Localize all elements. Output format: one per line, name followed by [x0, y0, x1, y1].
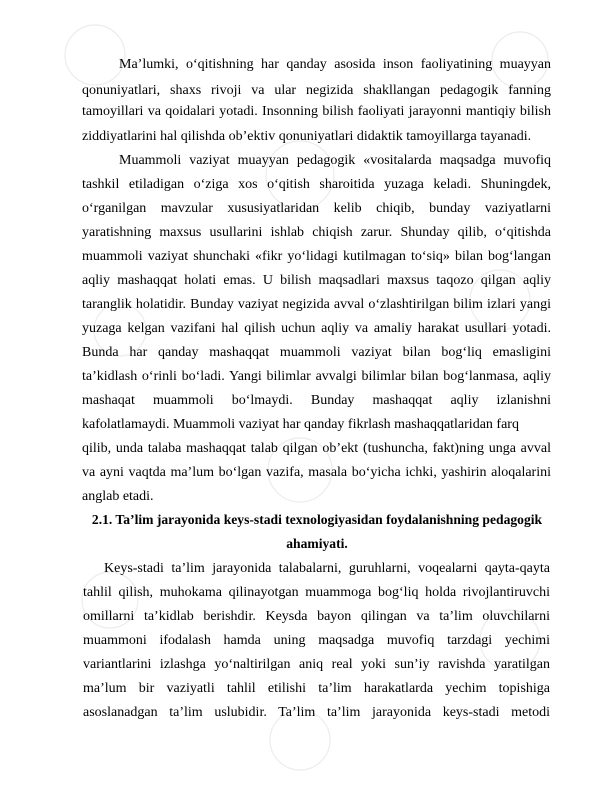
paragraph-3-line-1: Keys-stadi ta’lim jarayonida talabalarni, guruhlarni, voqealarni qayta-qayta [104, 561, 550, 576]
paragraph-2-line-12: kafolatlamaydi. Muammoli vaziyat har qanday fikrlash mashaqqatlaridan farq [82, 417, 519, 432]
paragraph-1-line-3: tamoyillari va qoidalari yotadi. Insonning bilish faoliyati jarayonni mantiqiy bilish [82, 104, 551, 119]
paragraph-2-line-10: ta’kidlash o‘rinli bo‘ladi. Yangi bilimlar avvalgi bilimlar bilan bog‘lanmasa, aqliy [82, 369, 551, 384]
section-heading-line-1: 2.1. Ta’lim jarayonida keys-stadi texnologiyasidan foydalanishning pedagogik [91, 512, 543, 527]
paragraph-3-line-5: variantlarini izlashga yo‘naltirilgan aniq real yoki sun’iy ravishda yaratilgan [83, 657, 550, 672]
paragraph-2-line-2: tashkil etiladigan o‘ziga xos o‘qitish sharoitida yuzaga keladi. Shuningdek, [82, 177, 551, 192]
paragraph-3-line-6: ma’lum bir vaziyatli tahlil etilishi ta’lim harakatlarda yechim topishiga [83, 681, 550, 696]
paragraph-2-line-13: qilib, unda talaba mashaqqat talab qilgan ob’ekt (tushuncha, fakt)ning unga avval [82, 441, 551, 456]
paragraph-3-line-4: muammoni ifodalash hamda uning maqsadga muvofiq tarzdagi yechimi [83, 633, 550, 648]
paragraph-2-line-8: yuzaga kelgan vazifani hal qilish uchun aqliy va amaliy harakat usullari yotadi. [82, 321, 551, 336]
paragraph-1-line-4: ziddiyatlarini hal qilishda ob’ektiv qonuniyatlari didaktik tamoyillarga tayanadi. [82, 129, 532, 144]
paragraph-2-line-5: muammoli vaziyat shunchaki «fikr yo‘lidagi kutilmagan to‘siq» bilan bog‘langan [82, 249, 551, 264]
paragraph-2-line-11: mashaqat muammoli bo‘lmaydi. Bunday mashaqqat aqliy izlanishni [82, 393, 551, 408]
paragraph-1-line-1: Ma’lumki, o‘qitishning har qanday asosida inson faoliyatining muayyan [119, 57, 551, 72]
paragraph-2-line-9: Bunda har qanday mashaqqat muammoli vaziyat bilan bog‘liq emasligini [82, 345, 551, 360]
paragraph-1-line-2: qonuniyatlari, shaxs rivoji va ular negizida shakllangan pedagogik fanning [82, 83, 551, 98]
paragraph-2-line-4: yaratishning maxsus usullarini ishlab chiqish zarur. Shunday qilib, o‘qitishda [82, 225, 551, 240]
paragraph-2-line-3: o‘rganilgan mavzular xususiyatlaridan kelib chiqib, bunday vaziyatlarni [82, 201, 551, 216]
paragraph-2-line-14: va ayni vaqtda ma’lum bo‘lgan vazifa, masala bo‘yicha ichki, yashirin aloqalarini [82, 465, 551, 480]
paragraph-2-line-6: aqliy mashaqqat holati emas. U bilish maqsadlari maxsus taqozo qilgan aqliy [82, 273, 551, 288]
paragraph-3-line-7: asoslanadgan ta’lim uslubidir. Ta’lim ta’lim jarayonida keys-stadi metodi [83, 705, 550, 720]
paragraph-3-line-3: omillarni ta’kidlab berishdir. Keysda bayon qilingan va ta’lim oluvchilarni [83, 609, 550, 624]
paragraph-2-line-1: Muammoli vaziyat muayyan pedagogik «vositalarda maqsadga muvofiq [119, 153, 551, 168]
paragraph-2-line-7: taranglik holatidir. Bunday vaziyat negizida avval o‘zlashtirilgan bilim izlari yangi [82, 297, 551, 312]
section-heading-line-2: ahamiyati. [286, 536, 348, 551]
paragraph-3-line-2: tahlil qilish, muhokama qilinayotgan muammoga bog‘liq holda rivojlantiruvchi [83, 585, 550, 600]
paragraph-2-line-15: anglab etadi. [82, 489, 154, 504]
